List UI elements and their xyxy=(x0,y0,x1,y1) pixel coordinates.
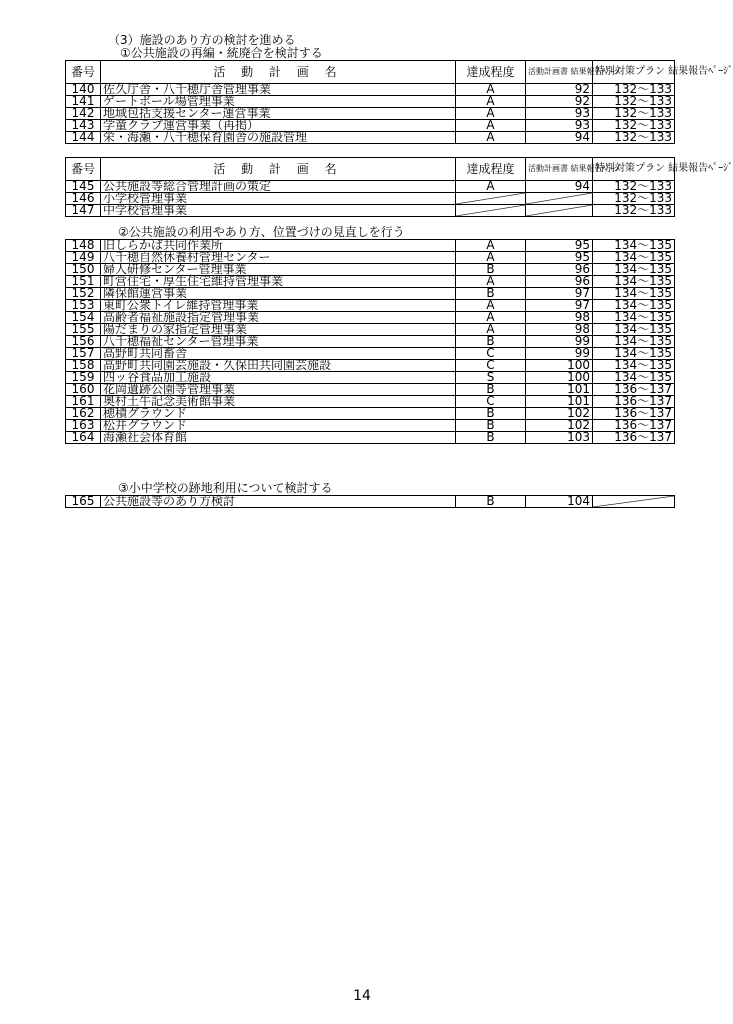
row-report-page: 95 xyxy=(526,240,593,252)
row-number: 165 xyxy=(66,496,101,508)
col-header-name: 活 動 計 画 名 xyxy=(101,158,456,181)
row-number: 159 xyxy=(66,372,101,384)
row-number: 141 xyxy=(66,96,101,108)
row-special-page: 134～135 xyxy=(593,288,675,300)
row-report-page: 96 xyxy=(526,276,593,288)
row-number: 155 xyxy=(66,324,101,336)
row-report-page: 94 xyxy=(526,132,593,144)
row-level: A xyxy=(456,300,526,312)
table-row xyxy=(66,432,675,444)
row-number: 143 xyxy=(66,120,101,132)
row-level: C xyxy=(456,396,526,408)
col-header-report-page: 活動計画書 結果報告ﾍﾟｰｼﾞ xyxy=(526,61,593,84)
row-report-page: 92 xyxy=(526,84,593,96)
row-name: 中学校管理事業 xyxy=(101,205,456,217)
row-name: 東町公衆トイレ維持管理事業 xyxy=(101,300,456,312)
row-report-page: 100 xyxy=(526,360,593,372)
row-report-page: 94 xyxy=(526,181,593,193)
row-special-page: 136～137 xyxy=(593,396,675,408)
row-name: 高齢者福祉施設指定管理事業 xyxy=(101,312,456,324)
col-header-name: 活 動 計 画 名 xyxy=(101,61,456,84)
row-name: 町営住宅・厚生住宅維持管理事業 xyxy=(101,276,456,288)
row-number: 164 xyxy=(66,432,101,444)
row-level: A xyxy=(456,108,526,120)
table-row xyxy=(66,496,675,508)
row-report-page: 93 xyxy=(526,120,593,132)
row-special-page: 134～135 xyxy=(593,336,675,348)
activity-table-2 xyxy=(65,157,733,217)
subsection-title-2: ②公共施設の利用やあり方、位置づけの見直しを行う xyxy=(118,225,405,239)
row-number: 152 xyxy=(66,288,101,300)
row-special-page: 132～133 xyxy=(593,84,675,96)
row-number: 162 xyxy=(66,408,101,420)
row-number: 158 xyxy=(66,360,101,372)
activity-table-1 xyxy=(65,60,733,144)
row-special-page: 132～133 xyxy=(593,108,675,120)
row-report-page: 98 xyxy=(526,312,593,324)
row-special-page: 134～135 xyxy=(593,240,675,252)
row-level: B xyxy=(456,420,526,432)
col-header-number: 番号 xyxy=(66,61,101,84)
row-level: B xyxy=(456,288,526,300)
row-report-page: 96 xyxy=(526,264,593,276)
row-special-page: 136～137 xyxy=(593,432,675,444)
table-row xyxy=(66,132,675,144)
row-number: 153 xyxy=(66,300,101,312)
row-report-page: 102 xyxy=(526,420,593,432)
row-special-page: 134～135 xyxy=(593,324,675,336)
row-level: B xyxy=(456,264,526,276)
row-report-page: 97 xyxy=(526,300,593,312)
row-number: 144 xyxy=(66,132,101,144)
row-level: A xyxy=(456,84,526,96)
row-report-page: 103 xyxy=(526,432,593,444)
activity-table-3 xyxy=(65,239,675,444)
row-report-page: 104 xyxy=(526,496,593,508)
row-special-page: 134～135 xyxy=(593,252,675,264)
row-report-page: 93 xyxy=(526,108,593,120)
row-name: 松井グラウンド xyxy=(101,420,456,432)
subsection-title-3: ③小中学校の跡地利用について検討する xyxy=(118,481,333,495)
row-level-empty xyxy=(456,193,526,205)
row-name: 栄・海瀬・八千穂保育園舎の施設管理 xyxy=(101,132,456,144)
row-level: B xyxy=(456,432,526,444)
row-number: 148 xyxy=(66,240,101,252)
row-report-page-empty xyxy=(526,205,593,217)
section-heading: （3）施設のあり方の検討を進める xyxy=(108,33,296,47)
row-level: B xyxy=(456,496,526,508)
row-name: 海瀬社会体育館 xyxy=(101,432,456,444)
row-special-page: 136～137 xyxy=(593,408,675,420)
row-name: 八千穂福祉センター管理事業 xyxy=(101,336,456,348)
row-special-page: 134～135 xyxy=(593,300,675,312)
row-report-page: 101 xyxy=(526,384,593,396)
row-number: 151 xyxy=(66,276,101,288)
row-name: 高野町共同園芸施設・久保田共同園芸施設 xyxy=(101,360,456,372)
row-name: 八千穂自然休養村管理センター xyxy=(101,252,456,264)
row-level: A xyxy=(456,181,526,193)
row-level: A xyxy=(456,96,526,108)
row-name: 公共施設等のあり方検討 xyxy=(101,496,456,508)
row-report-page: 98 xyxy=(526,324,593,336)
row-special-page: 132～133 xyxy=(593,193,675,205)
row-level: C xyxy=(456,360,526,372)
row-number: 160 xyxy=(66,384,101,396)
row-report-page-empty xyxy=(526,193,593,205)
row-special-page: 134～135 xyxy=(593,360,675,372)
row-level: A xyxy=(456,312,526,324)
row-name: 婦人研修センター管理事業 xyxy=(101,264,456,276)
row-number: 154 xyxy=(66,312,101,324)
row-name: 穂積グラウンド xyxy=(101,408,456,420)
row-special-page: 132～133 xyxy=(593,96,675,108)
row-number: 147 xyxy=(66,205,101,217)
row-level-empty xyxy=(456,205,526,217)
page-number: 14 xyxy=(353,988,371,1004)
table-header-row xyxy=(66,158,675,181)
row-report-page: 100 xyxy=(526,372,593,384)
row-special-page: 132～133 xyxy=(593,132,675,144)
row-number: 140 xyxy=(66,84,101,96)
row-level: C xyxy=(456,348,526,360)
row-report-page: 95 xyxy=(526,252,593,264)
col-header-report-page: 活動計画書 結果報告ﾍﾟｰｼﾞ xyxy=(526,158,593,181)
row-name: 隣保館運営事業 xyxy=(101,288,456,300)
row-number: 161 xyxy=(66,396,101,408)
row-name: 奥村土牛記念美術館事業 xyxy=(101,396,456,408)
table-header-row xyxy=(66,61,675,84)
row-special-page: 132～133 xyxy=(593,205,675,217)
row-special-page: 136～137 xyxy=(593,420,675,432)
row-report-page: 97 xyxy=(526,288,593,300)
row-level: A xyxy=(456,252,526,264)
row-number: 156 xyxy=(66,336,101,348)
row-report-page: 101 xyxy=(526,396,593,408)
row-name: 陽だまりの家指定管理事業 xyxy=(101,324,456,336)
row-name: 公共施設等総合管理計画の策定 xyxy=(101,181,456,193)
table-row xyxy=(66,205,675,217)
row-number: 157 xyxy=(66,348,101,360)
row-level: A xyxy=(456,324,526,336)
subsection-title-1: ①公共施設の再編・統廃合を検討する xyxy=(120,46,323,60)
activity-table-4 xyxy=(65,495,675,508)
row-special-page: 134～135 xyxy=(593,276,675,288)
row-special-page: 134～135 xyxy=(593,348,675,360)
row-number: 150 xyxy=(66,264,101,276)
row-number: 149 xyxy=(66,252,101,264)
row-report-page: 102 xyxy=(526,408,593,420)
row-report-page: 99 xyxy=(526,336,593,348)
row-number: 163 xyxy=(66,420,101,432)
row-level: A xyxy=(456,132,526,144)
row-name: 小学校管理事業 xyxy=(101,193,456,205)
row-name: 旧しらかば共同作業所 xyxy=(101,240,456,252)
row-special-page: 134～135 xyxy=(593,372,675,384)
row-level: A xyxy=(456,120,526,132)
row-name: 四ッ谷食品加工施設 xyxy=(101,372,456,384)
row-special-page: 134～135 xyxy=(593,264,675,276)
col-header-level: 達成程度 xyxy=(456,61,526,84)
row-level: B xyxy=(456,408,526,420)
row-special-page: 132～133 xyxy=(593,120,675,132)
row-report-page: 92 xyxy=(526,96,593,108)
row-special-page: 136～137 xyxy=(593,384,675,396)
row-special-page: 132～133 xyxy=(593,181,675,193)
row-name: 学童クラブ運営事業（再掲） xyxy=(101,120,456,132)
row-level: A xyxy=(456,276,526,288)
row-special-page: 134～135 xyxy=(593,312,675,324)
row-report-page: 99 xyxy=(526,348,593,360)
row-special-page-empty xyxy=(593,496,675,508)
row-number: 145 xyxy=(66,181,101,193)
row-level: S xyxy=(456,372,526,384)
row-level: A xyxy=(456,240,526,252)
row-level: B xyxy=(456,336,526,348)
row-name: 地域包括支援センター運営事業 xyxy=(101,108,456,120)
col-header-special-plan-page: 特別対策プラン 結果報告ﾍﾟｰｼﾞ xyxy=(593,158,675,181)
row-name: 佐久庁舎・八千穂庁舎管理事業 xyxy=(101,84,456,96)
row-name: 高野町共同畜舎 xyxy=(101,348,456,360)
col-header-special-plan-page: 特別対策プラン 結果報告ﾍﾟｰｼﾞ xyxy=(593,61,675,84)
row-number: 142 xyxy=(66,108,101,120)
row-number: 146 xyxy=(66,193,101,205)
row-name: 花岡遺跡公園等管理事業 xyxy=(101,384,456,396)
col-header-number: 番号 xyxy=(66,158,101,181)
row-level: B xyxy=(456,384,526,396)
row-name: ゲートボール場管理事業 xyxy=(101,96,456,108)
col-header-level: 達成程度 xyxy=(456,158,526,181)
